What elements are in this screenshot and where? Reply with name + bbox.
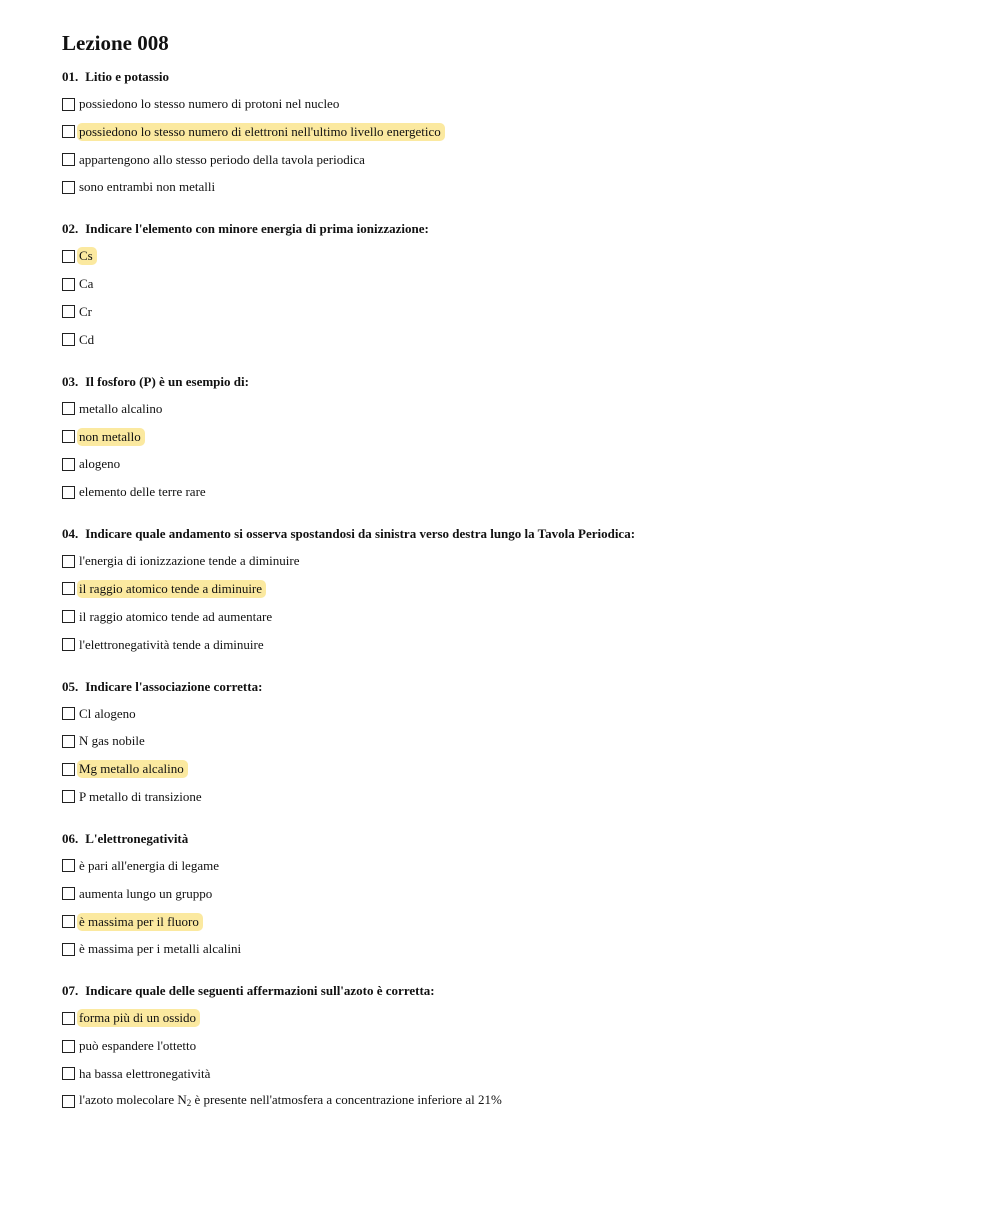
checkbox[interactable] bbox=[62, 250, 75, 263]
answer-text-highlighted: Mg metallo alcalino bbox=[77, 760, 188, 778]
answer-option[interactable] bbox=[62, 274, 980, 294]
answer-text: il raggio atomico tende ad aumentare bbox=[79, 608, 273, 624]
question-heading bbox=[62, 678, 980, 695]
question-number: 02. bbox=[62, 221, 79, 237]
subscript: 2 bbox=[186, 1098, 192, 1109]
checkbox[interactable] bbox=[62, 582, 75, 595]
answer-option[interactable] bbox=[62, 884, 980, 904]
question-6 bbox=[62, 830, 980, 959]
checkbox[interactable] bbox=[62, 1067, 75, 1080]
answer-option[interactable] bbox=[62, 759, 980, 779]
answer-text: aumenta lungo un gruppo bbox=[79, 885, 213, 901]
answer-option[interactable] bbox=[62, 399, 980, 419]
question-7 bbox=[62, 982, 980, 1111]
answer-text: appartengono allo stesso periodo della tavola periodica bbox=[79, 151, 365, 167]
question-heading bbox=[62, 373, 980, 390]
question-list bbox=[62, 68, 980, 1112]
checkbox[interactable] bbox=[62, 763, 75, 776]
question-number: 04. bbox=[62, 526, 79, 542]
answer-option[interactable] bbox=[62, 939, 980, 959]
checkbox[interactable] bbox=[62, 402, 75, 415]
answer-text: possiedono lo stesso numero di protoni nel nucleo bbox=[79, 96, 340, 111]
answer-option[interactable] bbox=[62, 482, 980, 502]
answer-option[interactable] bbox=[62, 912, 980, 932]
checkbox[interactable] bbox=[62, 305, 75, 318]
checkbox[interactable] bbox=[62, 430, 75, 443]
answer-option[interactable] bbox=[62, 122, 980, 142]
question-number: 05. bbox=[62, 678, 79, 694]
question-heading bbox=[62, 830, 980, 847]
checkbox[interactable] bbox=[62, 610, 75, 623]
answer-text: sono entrambi non metalli bbox=[79, 179, 216, 195]
answer-option[interactable] bbox=[62, 607, 980, 627]
checkbox[interactable] bbox=[62, 707, 75, 720]
answer-text-part: è presente nell'atmosfera a concentrazione inferiore al 21% bbox=[191, 1092, 502, 1108]
answer-option[interactable] bbox=[62, 1036, 980, 1056]
answer-option[interactable] bbox=[62, 330, 980, 350]
checkbox[interactable] bbox=[62, 278, 75, 291]
answer-text-highlighted: il raggio atomico tende a diminuire bbox=[77, 580, 266, 598]
question-number: 06. bbox=[62, 830, 79, 846]
answer-option[interactable] bbox=[62, 635, 980, 655]
question-heading bbox=[62, 525, 980, 542]
answer-text-highlighted: è massima per il fluoro bbox=[77, 913, 203, 931]
checkbox[interactable] bbox=[62, 98, 75, 111]
answer-text: elemento delle terre rare bbox=[79, 484, 206, 500]
answer-text: P metallo di transizione bbox=[79, 788, 202, 804]
question-3 bbox=[62, 373, 980, 502]
answer-option[interactable] bbox=[62, 150, 980, 170]
checkbox[interactable] bbox=[62, 555, 75, 568]
answer-text: l'energia di ionizzazione tende a diminuire bbox=[79, 553, 300, 569]
question-text: Litio e potassio bbox=[85, 69, 170, 84]
checkbox[interactable] bbox=[62, 458, 75, 471]
answer-text: N gas nobile bbox=[79, 733, 145, 749]
answer-option[interactable] bbox=[62, 302, 980, 322]
question-text: Indicare quale andamento si osserva spostandosi da sinistra verso destra lungo la Tavola Periodica: bbox=[85, 526, 636, 542]
answer-text bbox=[77, 1091, 504, 1112]
question-text: L'elettronegatività bbox=[85, 830, 189, 846]
answer-option[interactable] bbox=[62, 579, 980, 599]
checkbox[interactable] bbox=[62, 153, 75, 166]
answer-text: è massima per i metalli alcalini bbox=[79, 941, 242, 957]
answer-option[interactable] bbox=[62, 787, 980, 807]
checkbox[interactable] bbox=[62, 333, 75, 346]
answer-text: è pari all'energia di legame bbox=[79, 857, 219, 873]
checkbox[interactable] bbox=[62, 1012, 75, 1025]
checkbox[interactable] bbox=[62, 943, 75, 956]
answer-option[interactable] bbox=[62, 856, 980, 876]
checkbox[interactable] bbox=[62, 790, 75, 803]
question-number: 03. bbox=[62, 373, 79, 389]
lesson-title: Lezione 008 bbox=[62, 31, 169, 55]
checkbox[interactable] bbox=[62, 887, 75, 900]
question-4 bbox=[62, 525, 980, 654]
checkbox[interactable] bbox=[62, 859, 75, 872]
question-text: Il fosforo (P) è un esempio di: bbox=[85, 373, 249, 389]
question-text: Indicare l'elemento con minore energia di prima ionizzazione: bbox=[85, 221, 429, 237]
answer-text-highlighted: forma più di un ossido bbox=[77, 1009, 200, 1027]
checkbox[interactable] bbox=[62, 915, 75, 928]
answer-text: ha bassa elettronegatività bbox=[79, 1065, 211, 1081]
question-2 bbox=[62, 220, 980, 349]
answer-text: può espandere l'ottetto bbox=[79, 1038, 197, 1054]
answer-text: Ca bbox=[79, 276, 94, 292]
quiz-page bbox=[62, 30, 980, 1120]
answer-option[interactable] bbox=[62, 94, 980, 114]
question-text: Indicare l'associazione corretta: bbox=[85, 678, 263, 694]
answer-text-highlighted: non metallo bbox=[77, 428, 145, 446]
question-heading bbox=[62, 68, 980, 85]
checkbox[interactable] bbox=[62, 181, 75, 194]
answer-text: Cr bbox=[79, 303, 92, 319]
answer-option[interactable] bbox=[62, 1008, 980, 1028]
answer-option[interactable] bbox=[62, 731, 980, 751]
answer-option[interactable] bbox=[62, 1092, 980, 1112]
answer-text-part: l'azoto molecolare N bbox=[79, 1092, 187, 1108]
answer-text-highlighted: possiedono lo stesso numero di elettroni nell'ultimo livello energetico bbox=[77, 123, 445, 141]
answer-text: Cl alogeno bbox=[79, 705, 136, 721]
answer-text-highlighted: Cs bbox=[77, 247, 97, 265]
question-heading bbox=[62, 982, 980, 999]
checkbox[interactable] bbox=[62, 486, 75, 499]
checkbox[interactable] bbox=[62, 735, 75, 748]
answer-option[interactable] bbox=[62, 177, 980, 197]
answer-text: l'elettronegatività tende a diminuire bbox=[79, 636, 264, 652]
answer-option[interactable] bbox=[62, 454, 980, 474]
question-text: Indicare quale delle seguenti affermazioni sull'azoto è corretta: bbox=[85, 983, 435, 999]
answer-option[interactable] bbox=[62, 246, 980, 266]
question-number: 07. bbox=[62, 983, 79, 999]
answer-text: metallo alcalino bbox=[79, 400, 163, 416]
answer-text: Cd bbox=[79, 331, 95, 347]
checkbox[interactable] bbox=[62, 1040, 75, 1053]
answer-option[interactable] bbox=[62, 427, 980, 447]
question-1 bbox=[62, 68, 980, 197]
question-5 bbox=[62, 678, 980, 807]
answer-option[interactable] bbox=[62, 1064, 980, 1084]
answer-option[interactable] bbox=[62, 551, 980, 571]
checkbox[interactable] bbox=[62, 1095, 75, 1108]
question-heading bbox=[62, 220, 980, 237]
question-number: 01. bbox=[62, 69, 79, 84]
checkbox[interactable] bbox=[62, 125, 75, 138]
answer-option[interactable] bbox=[62, 704, 980, 724]
answer-text: alogeno bbox=[79, 456, 121, 472]
checkbox[interactable] bbox=[62, 638, 75, 651]
